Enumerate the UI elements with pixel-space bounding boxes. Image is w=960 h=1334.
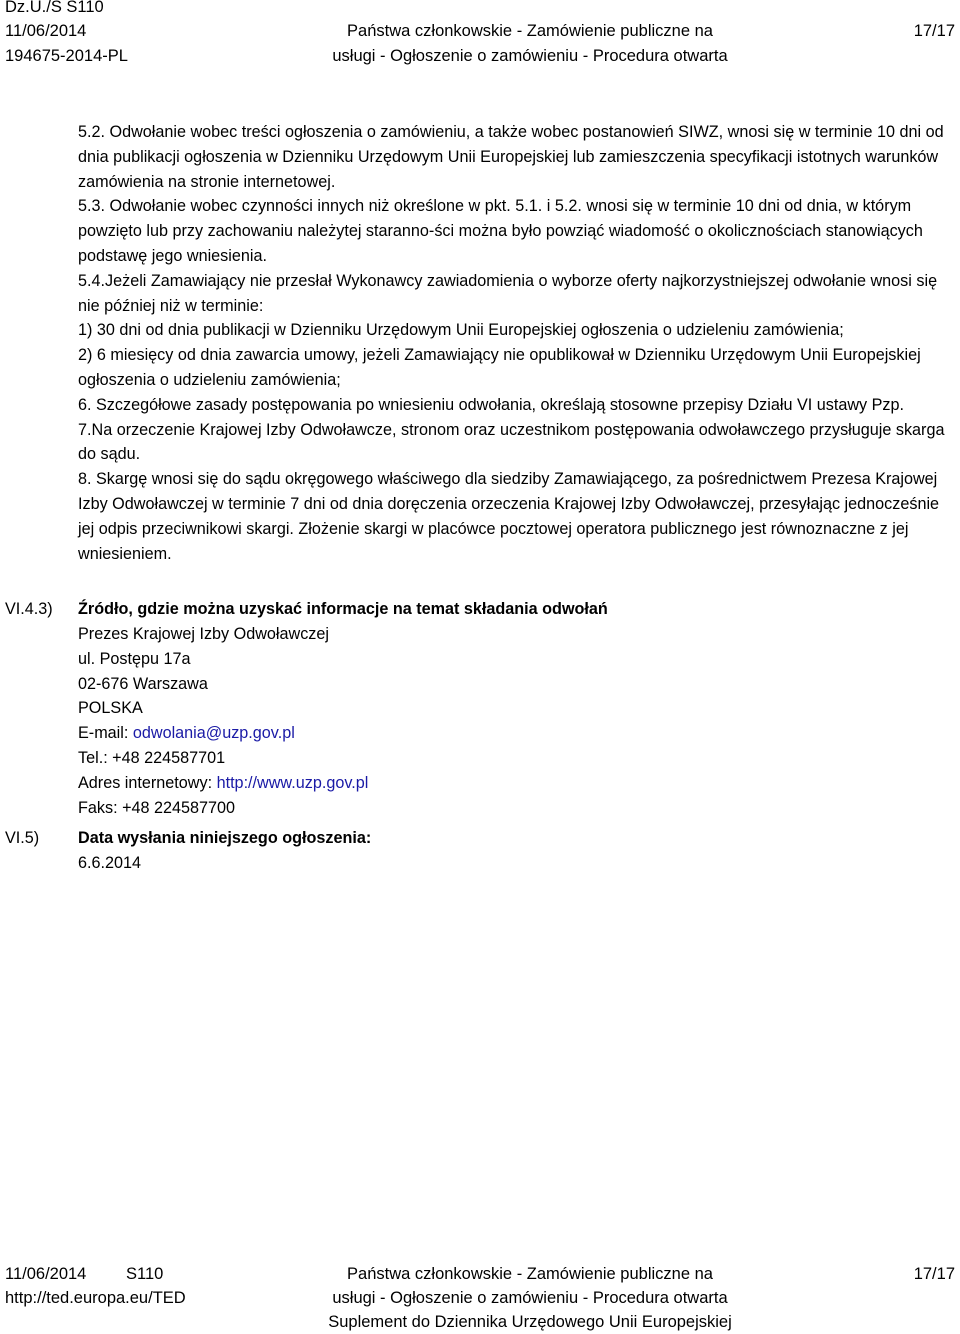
- footer-page-number: 17/17: [913, 1265, 955, 1283]
- footer-series: S110: [126, 1265, 164, 1283]
- header-title-line2: usługi - Ogłoszenie o zamówieniu - Procedura otwarta: [332, 47, 728, 65]
- paragraph-6: 6. Szczegółowe zasady postępowania po wniesieniu odwołania, określają stosowne przepisy Działu VI ustawy Pzp.: [78, 395, 905, 414]
- telephone: Tel.: +48 224587701: [78, 749, 226, 767]
- footer-title-line2: usługi - Ogłoszenie o zamówieniu - Procedura otwarta: [332, 1289, 728, 1307]
- section-heading-vi-5: Data wysłania niniejszego ogłoszenia:: [78, 829, 372, 847]
- section-label-vi-5: VI.5): [5, 829, 40, 847]
- journal-ref: Dz.U./S S110: [5, 0, 104, 16]
- paragraph-7: 7.Na orzeczenie Krajowej Izby Odwoławcze, stronom oraz uczestnikom postępowania odwoławczego przysługuje skarga do sądu.: [78, 420, 945, 464]
- header-page-number: 17/17: [913, 22, 955, 40]
- footer-date: 11/06/2014: [5, 1265, 87, 1283]
- country: POLSKA: [78, 699, 143, 717]
- website-row: [78, 771, 368, 795]
- paragraph-5-4-item-1: 1) 30 dni od dnia publikacji w Dzienniku Urzędowym Unii Europejskiej ogłoszenia o udzieleniu zamówienia;: [78, 321, 844, 340]
- paragraph-8: 8. Skargę wnosi się do sądu okręgowego właściwego dla siedziby Zamawiającego, za pośrednictwem Prezesa Krajowej Izby Odwoławczej w terminie 7 dni od dnia doręczenia orzeczenia Krajowej Izby Odwoławczej, przesyłając jednocześnie jej odpis przeciwnikowi skargi. Złożenie skargi w placówce pocztowej operatora publicznego jest równoznaczne z jej wniesieniem.: [78, 470, 940, 563]
- organisation-name: Prezes Krajowej Izby Odwoławczej: [78, 625, 330, 643]
- email-label: E-mail:: [78, 724, 129, 742]
- paragraph-5-4: 5.4.Jeżeli Zamawiający nie przesłał Wykonawcy zawiadomienia o wyborze oferty najkorzystniejszej odwołanie wnosi się nie później niż w terminie:: [78, 271, 938, 315]
- paragraph-5-3: 5.3. Odwołanie wobec czynności innych niż określone w pkt. 5.1. i 5.2. wnosi się w terminie 10 dni od dnia, w którym powzięto lub przy zachowaniu należytej staranno-ści można było powziąć wiadomość o okolicznościach stanowiących podstawę jego wniesienia.: [78, 197, 923, 265]
- paragraph-5-2: 5.2. Odwołanie wobec treści ogłoszenia o zamówieniu, a także wobec postanowień SIWZ, wnosi się w terminie 10 dni od dnia publikacji ogłoszenia w Dzienniku Urzędowym Unii Europejskiej lub zamieszczenia specyfikacji istotnych warunków zamówienia na stronie internetowej.: [78, 123, 944, 191]
- footer-supplement: Suplement do Dziennika Urzędowego Unii Europejskiej: [328, 1313, 732, 1331]
- website-label: Adres internetowy:: [78, 774, 213, 792]
- dispatch-date: 6.6.2014: [78, 854, 142, 872]
- section-heading-vi-4-3: Źródło, gdzie można uzyskać informacje na temat składania odwołań: [78, 600, 608, 618]
- postal-city: 02-676 Warszawa: [78, 675, 208, 693]
- fax: Faks: +48 224587700: [78, 799, 236, 817]
- footer-url: http://ted.europa.eu/TED: [5, 1289, 186, 1307]
- paragraph-5-4-item-2: 2) 6 miesięcy od dnia zawarcia umowy, jeżeli Zamawiający nie opublikował w Dzienniku Urzędowym Unii Europejskiej ogłoszenia o udzieleniu zamówienia;: [78, 346, 921, 389]
- footer-title-line1: Państwa członkowskie - Zamówienie publiczne na: [347, 1265, 713, 1283]
- section-label-vi-4-3: VI.4.3): [5, 600, 53, 618]
- email-link[interactable]: odwolania@uzp.gov.pl: [132, 724, 295, 742]
- notice-number: 194675-2014-PL: [5, 47, 128, 65]
- header-title-line1: Państwa członkowskie - Zamówienie publiczne na: [347, 22, 713, 40]
- email-row: [78, 721, 295, 745]
- street-address: ul. Postępu 17a: [78, 650, 191, 668]
- appeal-procedures-text: [78, 120, 954, 566]
- header-date: 11/06/2014: [5, 22, 87, 40]
- website-link[interactable]: http://www.uzp.gov.pl: [216, 774, 369, 792]
